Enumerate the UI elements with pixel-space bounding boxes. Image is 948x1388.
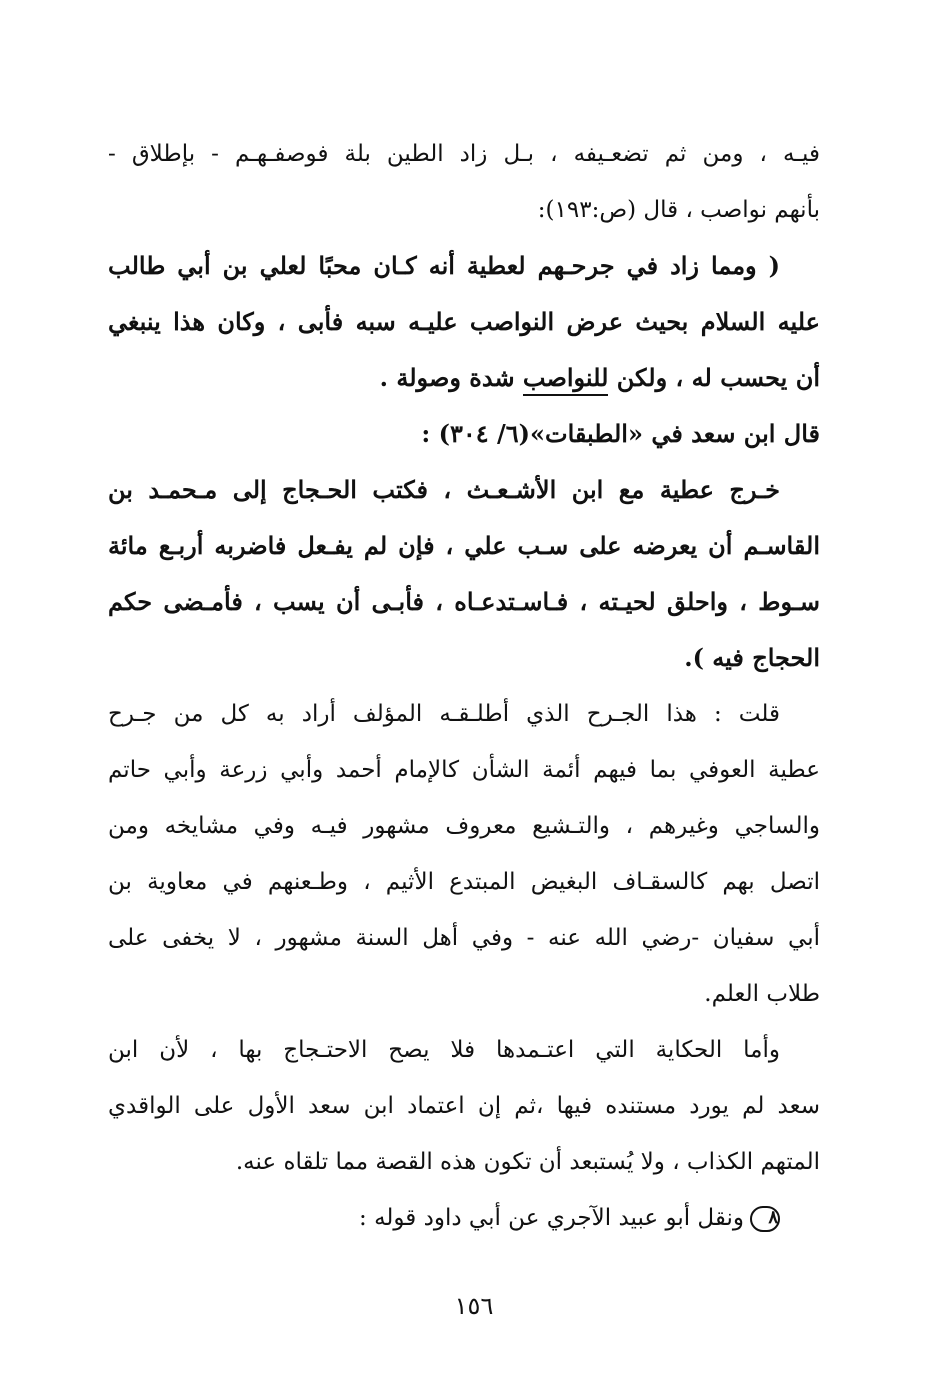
- item-number-badge: ٨: [750, 1206, 780, 1232]
- quote2-line-4: الحجاج فيه ).: [684, 643, 820, 672]
- source-citation: قال ابن سعد في «الطبقات»(٦/ ٣٠٤) :: [421, 419, 820, 448]
- intro-line-2: بأنهم نواصب ، قال (ص:١٩٣):: [537, 197, 820, 223]
- item-8: [108, 1190, 820, 1246]
- para2-line-2: سعد لم يورد مستنده فيها ،ثم إن اعتماد ابن سعد الأول على الواقدي: [108, 1093, 820, 1119]
- para2-line-1: وأما الحكاية التي اعتـمدها فلا يصح الاحتـجاج بها ، لأن ابن: [108, 1037, 780, 1063]
- para1-line-4: اتصل بهم كالسقـاف البغيض المبتدع الأثيم ، وطـعنهم في معاوية بن: [108, 869, 820, 895]
- quote1-line-3-start: أن يحسب له ، ولكن: [608, 363, 820, 392]
- quote1-line-3: [108, 350, 820, 406]
- quote2-line-2: القاسـم أن يعرضه على سـب علي ، فإن لم يفـعل فاضربه أربـع مائة: [108, 531, 820, 560]
- para1-line-6: طلاب العلم.: [704, 981, 820, 1007]
- para2-line-3: المتهم الكذاب ، ولا يُستبعد أن تكون هذه القصة مما تلقاه عنه.: [235, 1149, 820, 1175]
- quote2-line-3: سـوط ، واحلق لحيـته ، فـاسـتدعـاه ، فأبـى أن يسب ، فأمـضى حكم: [108, 587, 820, 616]
- para1-line-5: أبي سفيان -رضي الله عنه - وفي أهل السنة مشهور ، لا يخفى على: [108, 925, 820, 951]
- quote1-line-3-end: شدة وصولة .: [379, 363, 523, 392]
- quote1-line-2: عليه السلام بحيث عرض النواصب عليـه سبه فأبى ، وكان هذا ينبغي: [108, 307, 820, 336]
- quote2-line-1: خـرج عطية مع ابن الأشـعـث ، فكتب الحـجاج إلى مـحمـد بن: [108, 475, 780, 504]
- page-number: ١٥٦: [454, 1292, 494, 1320]
- para1-line-1: قلت : هذا الجـرح الذي أطلـقـه المؤلف أراد به كل من جـرح: [108, 701, 780, 727]
- para1-line-2: عطية العوفي بما فيهم أئمة الشأن كالإمام أحمد وأبي زرعة وأبي حاتم: [108, 757, 820, 783]
- intro-line-1: فيـه ، ومن ثم تضعـيفه ، بـل زاد الطين بلة فوصفـهـم - بإطلاق -: [108, 141, 820, 167]
- quote1-line-1: ( ومما زاد في جرحـهم لعطية أنه كـان محبًا لعلي بن أبي طالب: [108, 251, 780, 280]
- item-8-text: ونقل أبو عبيد الآجري عن أبي داود قوله :: [359, 1205, 744, 1231]
- para1-line-3: والساجي وغيرهم ، والتـشيع معروف مشهور فيـه وفي مشايخه ومن: [108, 813, 820, 839]
- quote1-underlined-word: للنواصب: [523, 363, 609, 396]
- page-body: [108, 126, 820, 1246]
